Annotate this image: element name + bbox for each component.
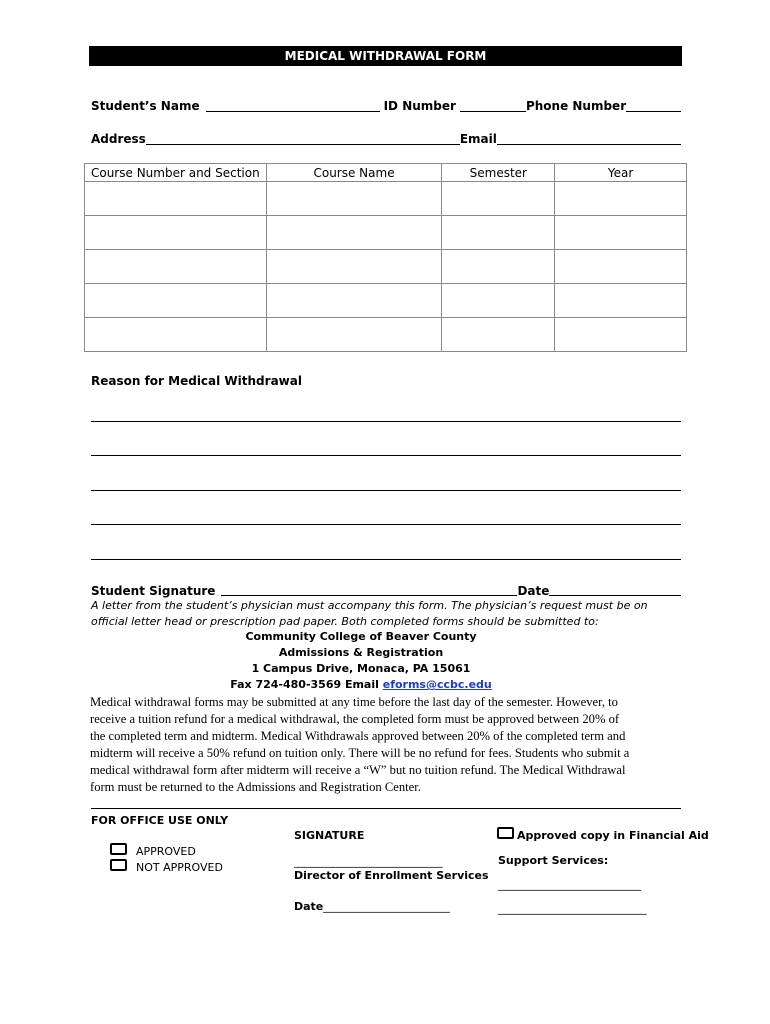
support-services-line[interactable]: __________________________	[498, 878, 641, 891]
office-date-line[interactable]: _______________________	[323, 900, 450, 913]
student-name-label: Student’s Name	[91, 99, 200, 113]
office-date-row	[294, 900, 450, 913]
id-number-field[interactable]	[460, 97, 526, 112]
phone-number-field[interactable]	[626, 97, 681, 112]
approved-label: APPROVED	[136, 845, 196, 858]
table-row	[85, 182, 687, 216]
director-label: Director of Enrollment Services	[294, 869, 489, 882]
table-cell[interactable]	[85, 250, 267, 284]
student-name-field[interactable]	[206, 97, 380, 112]
reason-line[interactable]	[91, 455, 681, 456]
policy-line: Medical withdrawal forms may be submitted at any time before the last day of the semester. However, to	[90, 695, 618, 709]
signature-heading: SIGNATURE	[294, 829, 365, 842]
form-title: MEDICAL WITHDRAWAL FORM	[89, 46, 682, 66]
approved-checkbox[interactable]	[110, 843, 127, 855]
not-approved-checkbox[interactable]	[110, 859, 127, 871]
table-cell[interactable]	[85, 318, 267, 352]
office-date-label: Date	[294, 900, 324, 913]
address-row	[91, 129, 681, 147]
financial-aid-label: Approved copy in Financial Aid	[517, 829, 709, 842]
table-header-row	[85, 164, 687, 182]
table-row	[85, 216, 687, 250]
reason-line[interactable]	[91, 559, 681, 560]
table-cell[interactable]	[555, 284, 687, 318]
id-number-label: ID Number	[383, 99, 456, 113]
table-cell[interactable]	[442, 284, 555, 318]
contact-org: Community College of Beaver County	[245, 630, 477, 643]
signature-field[interactable]	[221, 583, 517, 596]
table-cell[interactable]	[555, 216, 687, 250]
not-approved-label: NOT APPROVED	[136, 861, 223, 874]
contact-fax-email	[91, 677, 631, 693]
email-field[interactable]	[497, 130, 681, 145]
table-row	[85, 318, 687, 352]
course-table	[84, 163, 687, 352]
table-cell[interactable]	[266, 216, 442, 250]
reason-line[interactable]	[91, 490, 681, 491]
table-cell[interactable]	[266, 182, 442, 216]
contact-email-link[interactable]: eforms@ccbc.edu	[382, 678, 492, 691]
policy-text	[90, 694, 690, 796]
contact-dept: Admissions & Registration	[278, 646, 444, 659]
reason-line[interactable]	[91, 421, 681, 422]
student-info-row	[91, 96, 681, 114]
table-cell[interactable]	[442, 182, 555, 216]
table-cell[interactable]	[442, 216, 555, 250]
header-semester: Semester	[442, 164, 555, 182]
table-cell[interactable]	[555, 250, 687, 284]
address-label: Address	[91, 132, 146, 146]
contact-fax: Fax 724-480-3569 Email	[230, 678, 379, 691]
policy-line: midterm will receive a 50% refund on tuition only. There will be no refund for fees. Students who submit a	[90, 746, 630, 760]
table-row	[85, 250, 687, 284]
reason-label: Reason for Medical Withdrawal	[91, 374, 302, 388]
office-heading: FOR OFFICE USE ONLY	[91, 814, 229, 827]
signature-row	[91, 582, 681, 598]
header-course-number: Course Number and Section	[85, 164, 267, 182]
email-label: Email	[459, 132, 497, 146]
table-cell[interactable]	[85, 182, 267, 216]
phone-number-label: Phone Number	[525, 99, 627, 113]
table-cell[interactable]	[555, 318, 687, 352]
contact-address: 1 Campus Drive, Monaca, PA 15061	[251, 662, 471, 675]
policy-line: form must be returned to the Admissions and Registration Center.	[90, 780, 421, 794]
physician-note: A letter from the student’s physician must accompany this form. The physician’s request must be on official letter head or prescription pad paper. Both completed forms should be submitted to:	[91, 599, 648, 628]
table-cell[interactable]	[266, 318, 442, 352]
table-cell[interactable]	[85, 216, 267, 250]
header-year: Year	[555, 164, 687, 182]
table-cell[interactable]	[442, 250, 555, 284]
table-row	[85, 284, 687, 318]
reason-line[interactable]	[91, 524, 681, 525]
signature-label: Student Signature	[91, 584, 216, 598]
header-course-name: Course Name	[266, 164, 442, 182]
date-label: Date	[517, 584, 550, 598]
table-cell[interactable]	[266, 250, 442, 284]
support-services-line[interactable]: ___________________________	[498, 902, 647, 915]
policy-line: receive a tuition refund for a medical withdrawal, the completed form must be approved between 20% of	[90, 712, 620, 726]
policy-line: medical withdrawal form after midterm will receive a “W” but no tuition refund. The Medical Withdrawal	[90, 763, 626, 777]
financial-aid-checkbox[interactable]	[497, 827, 514, 839]
table-cell[interactable]	[266, 284, 442, 318]
address-field[interactable]	[146, 130, 460, 145]
table-cell[interactable]	[85, 284, 267, 318]
date-field[interactable]	[549, 583, 681, 596]
support-services-label: Support Services:	[498, 854, 609, 867]
table-cell[interactable]	[555, 182, 687, 216]
policy-line: the completed term and midterm. Medical Withdrawals approved between 20% of the completed term and	[90, 729, 626, 743]
table-cell[interactable]	[442, 318, 555, 352]
office-divider	[91, 808, 681, 809]
director-signature-line[interactable]: ___________________________	[294, 855, 443, 868]
